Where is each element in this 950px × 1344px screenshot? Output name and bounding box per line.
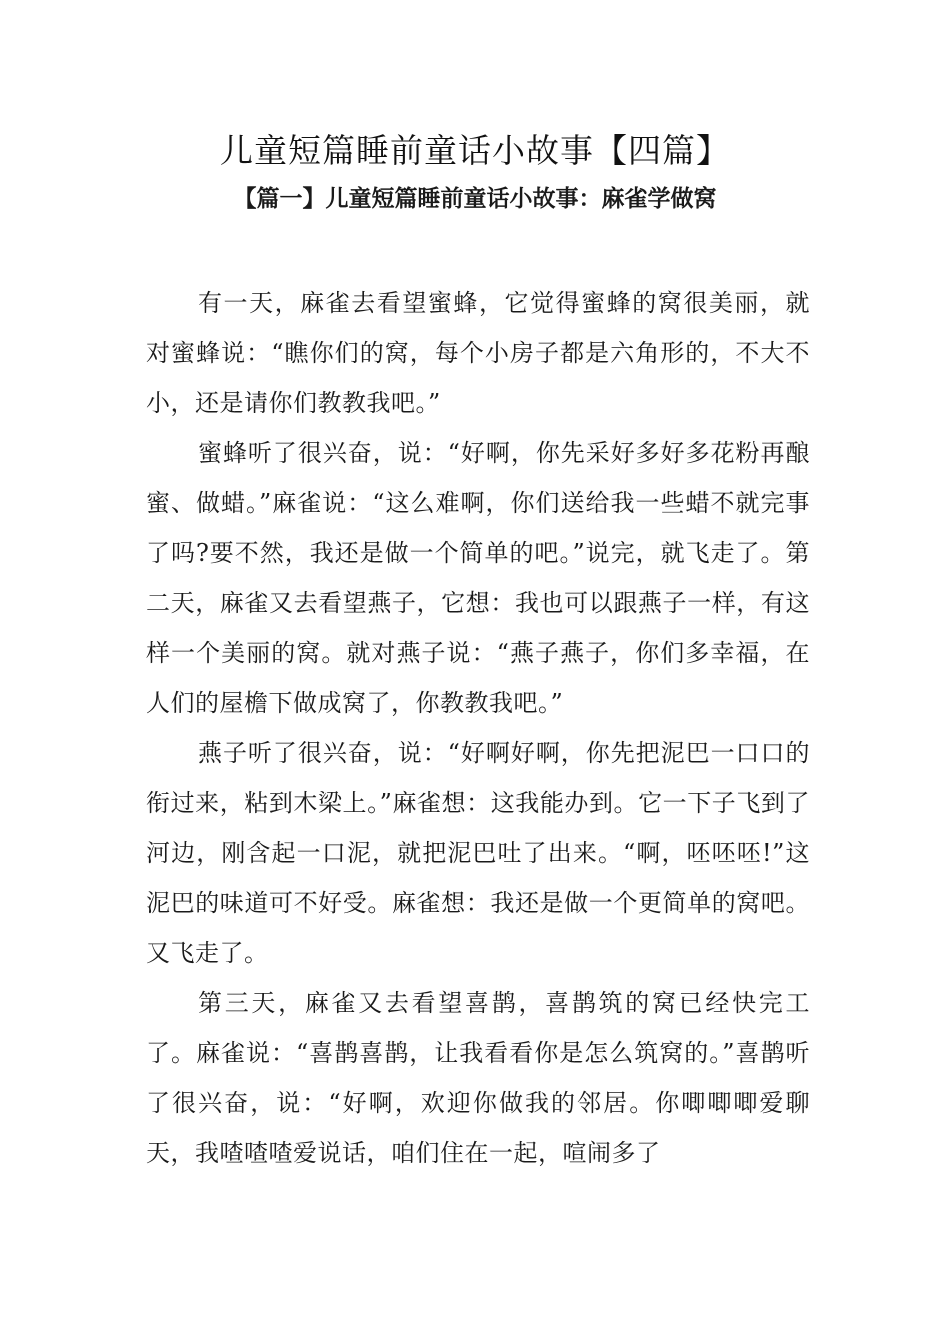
paragraph-4: 第三天，麻雀又去看望喜鹊，喜鹊筑的窝已经快完工了。麻雀说：“喜鹊喜鹊，让我看看你是怎么筑窝的。”喜鹊听了很兴奋，说：“好啊，欢迎你做我的邻居。你唧唧唧爱聊天，我喳喳喳爱说话，咱们住在一起，喧闹多了: [146, 989, 810, 1167]
section-heading: 【篇一】儿童短篇睡前童话小故事：麻雀学做窝: [233, 185, 717, 212]
paragraph-1: 有一天，麻雀去看望蜜蜂，它觉得蜜蜂的窝很美丽，就对蜜蜂说：“瞧你们的窝，每个小房子都是六角形的，不大不小，还是请你们教教我吧。”: [146, 289, 810, 417]
paragraph-2: 蜜蜂听了很兴奋，说：“好啊，你先采好多好多花粉再酿蜜、做蜡。”麻雀说：“这么难啊，你们送给我一些蜡不就完事了吗?要不然，我还是做一个简单的吧。”说完，就飞走了。第二天，麻雀又去看望燕子，它想：我也可以跟燕子一样，有这样一个美丽的窝。就对燕子说：“燕子燕子，你们多幸福，在人们的屋檐下做成窝了，你教教我吧。”: [146, 439, 810, 717]
document-title: 儿童短篇睡前童话小故事【四篇】: [220, 131, 730, 170]
story-body: [146, 278, 810, 1178]
paragraph-3: 燕子听了很兴奋，说：“好啊好啊，你先把泥巴一口口的衔过来，粘到木梁上。”麻雀想：这我能办到。它一下子飞到了河边，刚含起一口泥，就把泥巴吐了出来。“啊，呸呸呸!”这泥巴的味道可不好受。麻雀想：我还是做一个更简单的窝吧。又飞走了。: [146, 739, 810, 967]
